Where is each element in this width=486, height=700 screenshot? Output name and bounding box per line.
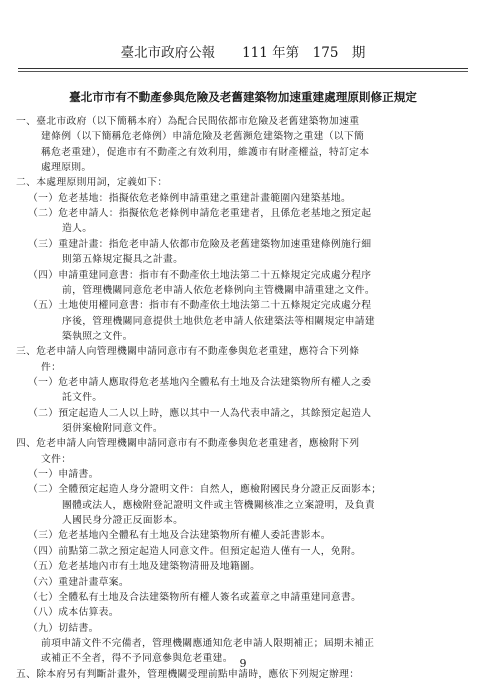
- body-line: 築執照之文件。: [62, 330, 133, 342]
- body-line: 二、本處理原則用詞，定義如下：: [16, 177, 168, 189]
- body-line: 人國民身分證正反面影本。: [62, 515, 184, 527]
- body-line: 三、危老申請人向管理機關申請同意市有不動產參與危老重建，應符合下列條: [16, 346, 360, 358]
- body-line: 團體或法人，應檢附登記證明文件或主管機關核准之立案證明，及負責: [62, 499, 376, 511]
- body-line: 四、危老申請人向管理機關申請同意市有不動產參與危老重建者，應檢附下列: [16, 438, 360, 450]
- body-line: （四）前點第二款之預定起造人同意文件。但預定起造人僅有一人，免附。: [28, 545, 362, 557]
- body-line: 建條例（以下簡稱危老條例）申請危險及老舊瀕危建築物之重建（以下簡: [41, 131, 365, 143]
- body-line: （二）危老申請人：指擬依危老條例申請危老重建者，且係危老基地之預定起: [28, 208, 372, 220]
- gazette-header: 臺北市政府公報 111 年第 175 期: [120, 45, 366, 61]
- body-line: （七）全體私有土地及合法建築物所有權人簽名或蓋章之申請重建同意書。: [28, 591, 362, 603]
- body-line: （二）全體預定起造人身分證明文件：自然人，應檢附國民身分證正反面影本；: [28, 484, 382, 496]
- body-line: 前，管理機關同意危老申請人依危老條例向主管機關申請重建之文件。: [62, 284, 376, 296]
- document-title: 臺北市市有不動產參與危險及老舊建築物加速重建處理原則修正規定: [69, 90, 417, 104]
- body-line: 須併案檢附同意文件。: [62, 423, 163, 434]
- body-line: 託文件。: [62, 392, 103, 404]
- body-line: （一）危老申請人應取得危老基地內全體私有土地及合法建築物所有權人之委: [28, 376, 372, 388]
- body-line: （六）重建計畫草案。: [28, 576, 129, 588]
- body-line: 序後，管理機關同意提供土地供危老申請人依建築法等相關規定申請建: [62, 315, 376, 327]
- body-line: （九）切結書。: [28, 622, 99, 634]
- body-line: （一）申請書。: [28, 469, 99, 481]
- body-line: 一、臺北市政府（以下簡稱本府）為配合民間依都市危險及老舊建築物加速重: [16, 116, 360, 127]
- body-line: （三）重建計畫：指危老申請人依都市危險及老舊建築物加速重建條例施行細: [28, 238, 372, 250]
- body-line: 或補正不全者，得不予同意參與危老重建。: [41, 653, 233, 665]
- body-line: （三）危老基地內全體私有土地及合法建築物所有權人委託書影本。: [28, 530, 331, 542]
- body-line: （一）危老基地：指擬依危老條例申請重建之重建計畫範圍內建築基地。: [28, 192, 352, 204]
- body-line: 造人。: [62, 223, 93, 235]
- body-line: （八）成本估算表。: [28, 607, 119, 619]
- body-line: 稱危老重建），促進市有不動產之有效利用，維護市有財產權益，特訂定本: [41, 146, 370, 158]
- header-rule: [18, 68, 468, 69]
- body-line: 文件：: [41, 453, 72, 465]
- body-line: （四）申請重建同意書：指市有不動產依土地法第二十五條規定完成處分程序: [28, 269, 372, 281]
- page-number: 9: [239, 657, 247, 670]
- body-line: （五）土地使用權同意書：指市有不動產依土地法第二十五條規定完成處分程: [28, 300, 372, 312]
- body-line: 五、除本府另有判斷計畫外，管理機關受理前點申請時，應依下列規定辦理：: [16, 668, 360, 680]
- body-line: 件：: [41, 361, 62, 373]
- body-line: 前項申請文件不完備者，管理機關應通知危老申請人限期補正；屆期未補正: [41, 637, 375, 649]
- body-line: （二）預定起造人二人以上時，應以其中一人為代表申請之，其餘預定起造人: [28, 407, 372, 419]
- body-line: 處理原則。: [41, 162, 92, 174]
- header-rule-thin: [18, 71, 468, 72]
- body-line: （五）危老基地內市有土地及建築物清冊及地籍圖。: [28, 561, 261, 573]
- body-line: 則第五條規定擬具之計畫。: [62, 254, 184, 266]
